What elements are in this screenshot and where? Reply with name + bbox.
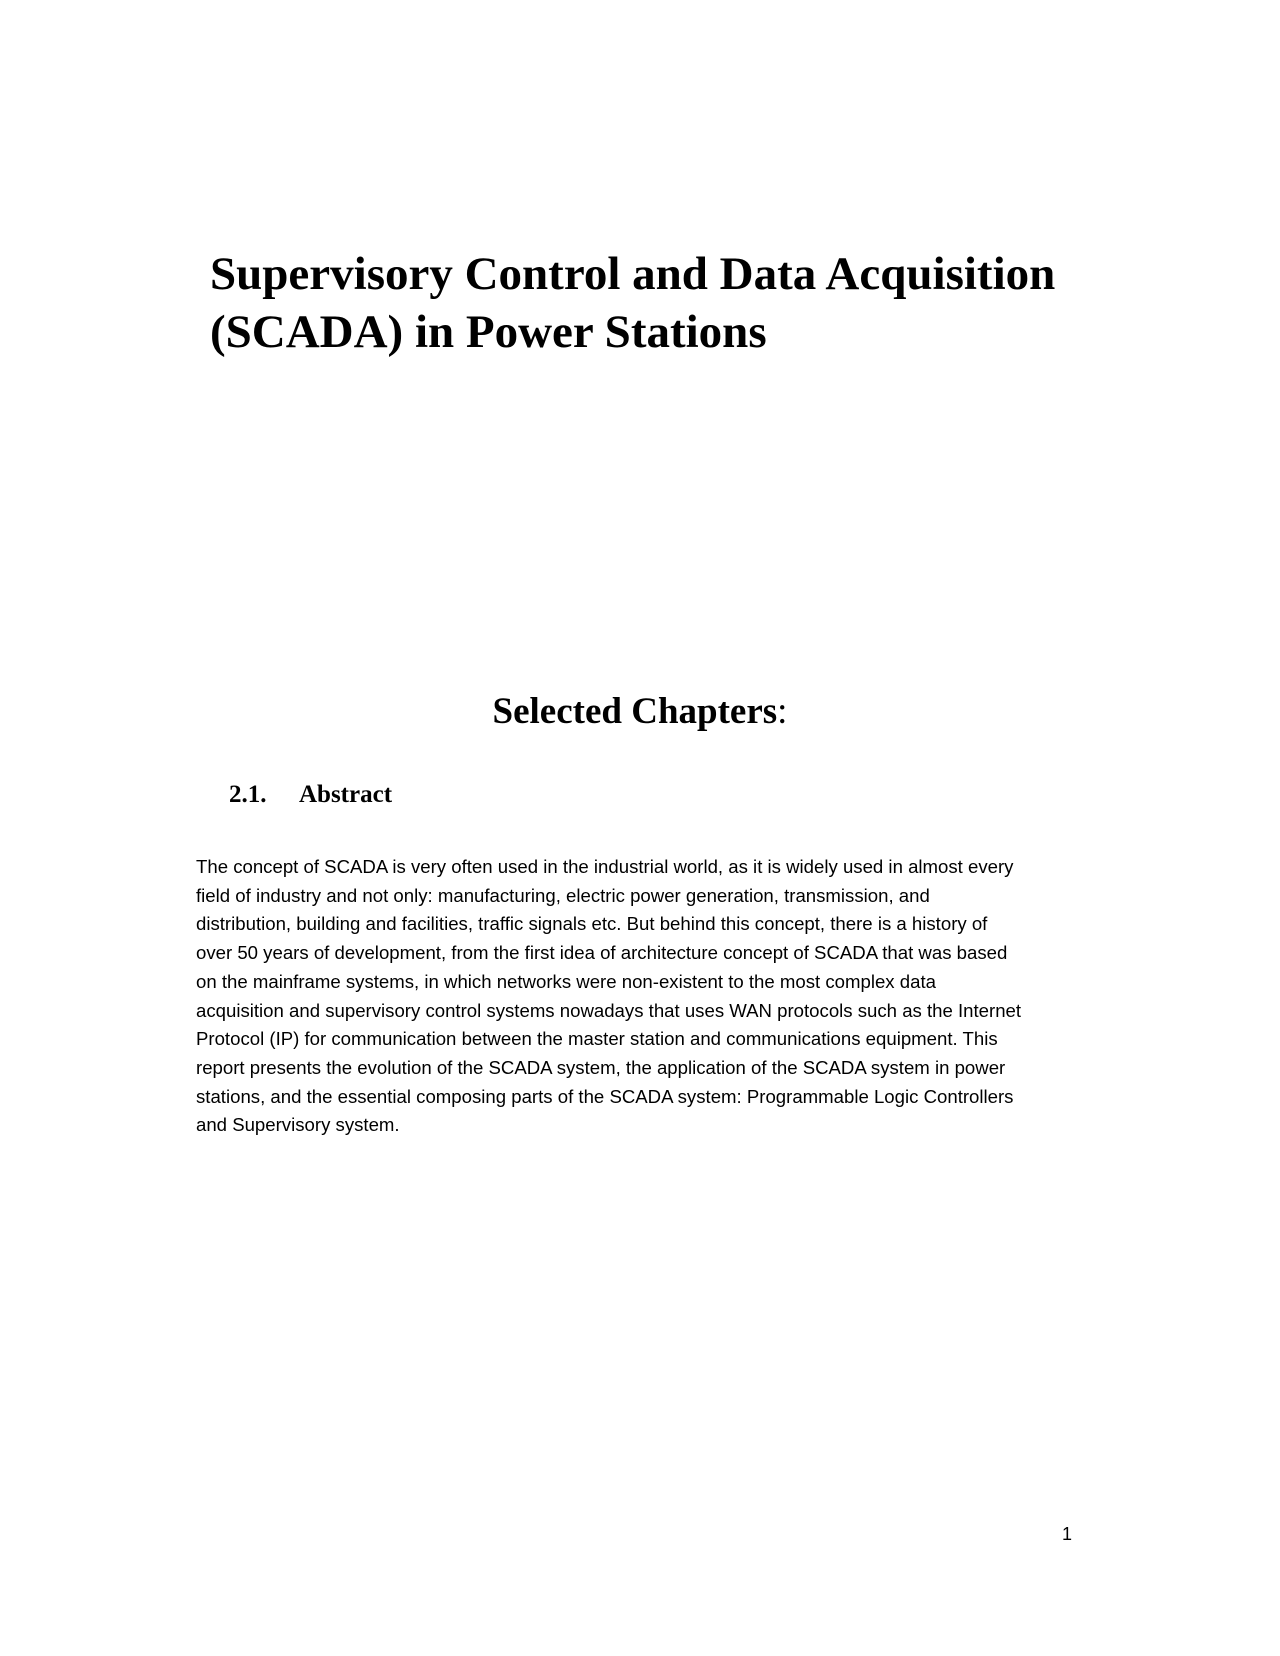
section-heading — [0, 690, 1280, 734]
abstract-paragraph — [196, 853, 1086, 1140]
abstract-line: report presents the evolution of the SCADA system, the application of the SCADA system in power — [196, 1056, 1006, 1078]
abstract-line: Protocol (IP) for communication between the master station and communications equipment. This — [196, 1028, 998, 1050]
chapter-number: 2.1. — [229, 781, 267, 808]
chapter-title: Abstract — [299, 781, 393, 808]
abstract-line: acquisition and supervisory control systems nowadays that uses WAN protocols such as the Internet — [196, 999, 1022, 1021]
document-title — [210, 245, 1110, 361]
section-heading-text: Selected Chapters — [492, 691, 778, 732]
page-number: 1 — [1062, 1524, 1073, 1544]
chapter-heading — [229, 780, 392, 810]
section-heading-colon: : — [777, 691, 788, 732]
title-line: (SCADA) in Power Stations — [210, 306, 767, 358]
abstract-line: distribution, building and facilities, traffic signals etc. But behind this concept, there is a history of — [196, 913, 988, 935]
title-line: Supervisory Control and Data Acquisition — [210, 248, 1056, 300]
abstract-line: on the mainframe systems, in which networks were non-existent to the most complex data — [196, 970, 936, 992]
abstract-line: field of industry and not only: manufacturing, electric power generation, transmission, and — [196, 884, 930, 906]
abstract-line: stations, and the essential composing parts of the SCADA system: Programmable Logic Controllers — [196, 1085, 1014, 1107]
abstract-line: over 50 years of development, from the first idea of architecture concept of SCADA that was based — [196, 942, 1008, 964]
abstract-line: and Supervisory system. — [196, 1114, 400, 1136]
abstract-line: The concept of SCADA is very often used in the industrial world, as it is widely used in almost every — [196, 856, 1014, 877]
